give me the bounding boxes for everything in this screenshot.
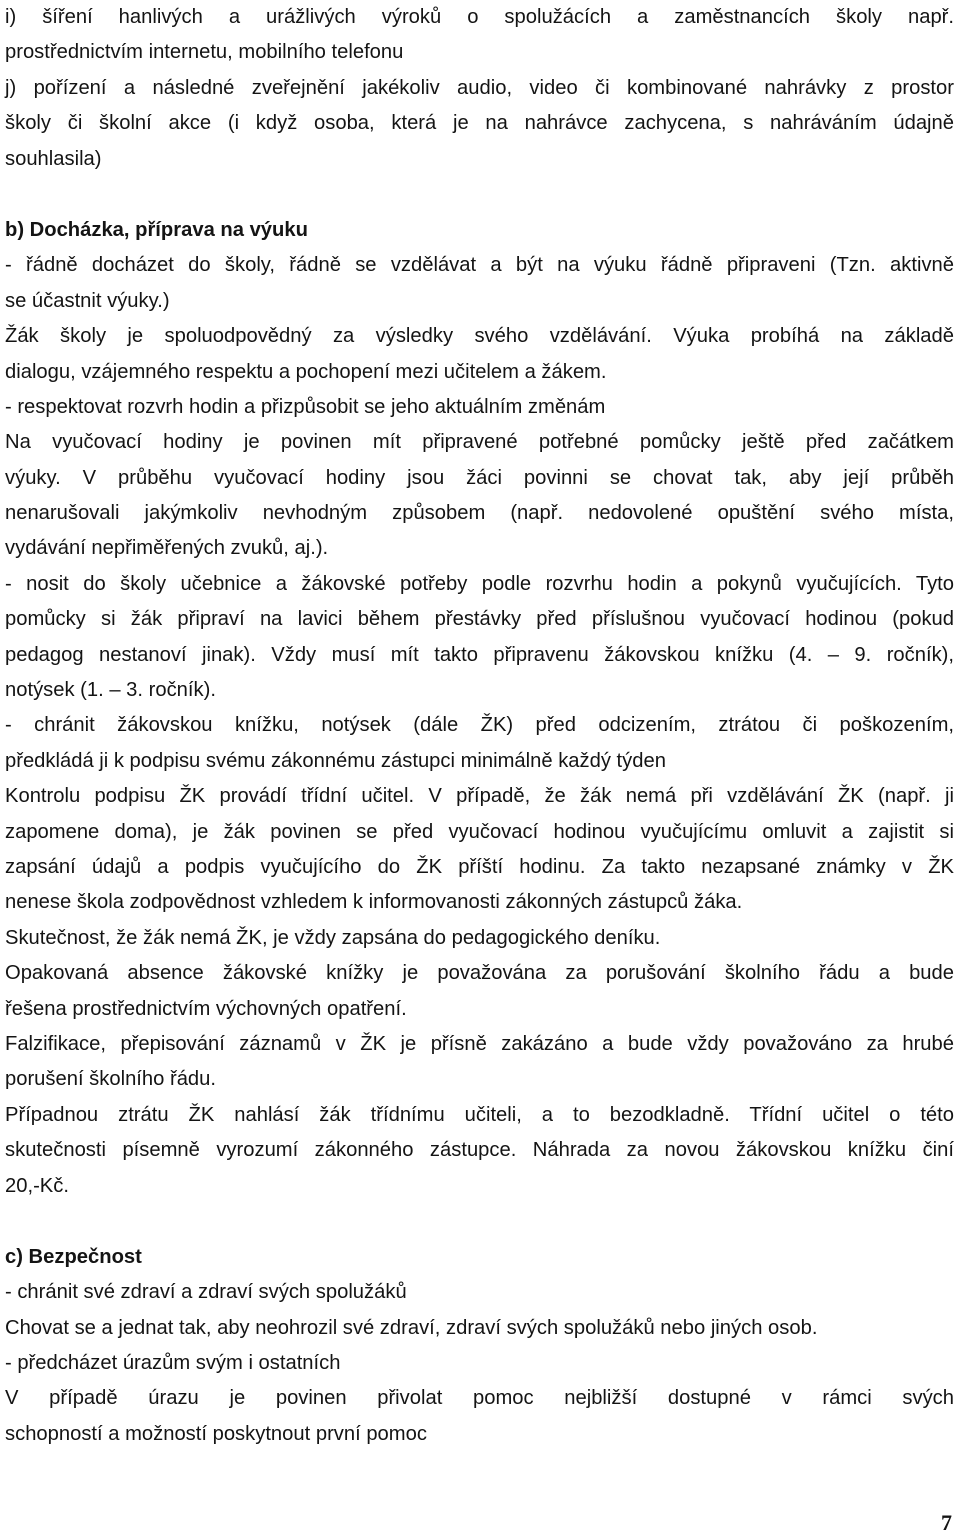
text-line: V případě úrazu je povinen přivolat pomoc nejbližší dostupné v rámci svých (5, 1387, 954, 1410)
text-line: se účastnit výuky.) (5, 289, 170, 312)
text-line: i) šíření hanlivých a urážlivých výroků o spolužácích a zaměstnancích školy např. (5, 6, 954, 28)
text-line: dialogu, vzájemného respektu a pochopení mezi učitelem a žákem. (5, 360, 607, 383)
item-i (5, 0, 954, 71)
text-line: - předcházet úrazům svým i ostatních (5, 1352, 341, 1375)
text-line: Kontrolu podpisu ŽK provádí třídní učitel. V případě, že žák nemá při vzdělávání ŽK (např. ji (5, 785, 954, 808)
text-line: školy či školní akce (i když osoba, která je na nahrávce zachycena, s nahráváním údajně (5, 112, 954, 135)
text-line: Případnou ztrátu ŽK nahlásí žák třídnímu učiteli, a to bezodkladně. Třídní učitel o této (5, 1103, 954, 1126)
text-line: vydávání nepřiměřených zvuků, aj.). (5, 537, 329, 560)
text-line: Na vyučovací hodiny je povinen mít připravené potřebné pomůcky ještě před začátkem (5, 431, 954, 454)
section-heading: b) Docházka, příprava na výuku (5, 218, 308, 241)
text-line: Skutečnost, že žák nemá ŽK, je vždy zapsána do pedagogického deníku. (5, 926, 661, 949)
section-safety (5, 1240, 954, 1452)
text-line: Chovat se a jednat tak, aby neohrozil své zdraví, zdraví svých spolužáků nebo jiných osob. (5, 1316, 818, 1339)
text-line: schopností a možností poskytnout první pomoc (5, 1422, 427, 1445)
text-line: prostřednictvím internetu, mobilního telefonu (5, 41, 404, 64)
section-heading: c) Bezpečnost (5, 1245, 142, 1268)
text-line: 20,-Kč. (5, 1174, 69, 1197)
text-line: porušení školního řádu. (5, 1068, 216, 1091)
text-line: zapomene doma), je žák povinen se před vyučovací hodinou vyučujícímu omluvit a zajistit si (5, 820, 954, 843)
page-number: 7 (941, 1510, 952, 1535)
text-line: j) pořízení a následné zveřejnění jakékoliv audio, video či kombinované nahrávky z prostor (5, 76, 954, 99)
text-line: - řádně docházet do školy, řádně se vzdělávat a být na výuku řádně připraveni (Tzn. aktivně (5, 254, 954, 277)
text-line: nenese škola zodpovědnost vzhledem k informovanosti zákonných zástupců žáka. (5, 891, 743, 914)
section-spacer (5, 177, 954, 213)
text-line: - chránit své zdraví a zdraví svých spolužáků (5, 1281, 407, 1304)
text-line: řešena prostřednictvím výchovných opatření. (5, 997, 407, 1020)
section-spacer (5, 1204, 954, 1240)
text-line: výuky. V průběhu vyučovací hodiny jsou žáci povinni se chovat tak, aby její průběh (5, 466, 954, 489)
item-j (5, 71, 954, 177)
section-attendance (5, 213, 954, 1204)
text-line: notýsek (1. – 3. ročník). (5, 679, 216, 702)
text-line: Žák školy je spoluodpovědný za výsledky svého vzdělávání. Výuka probíhá na základě (5, 325, 954, 348)
text-line: předkládá ji k podpisu svému zákonnému zástupci minimálně každý týden (5, 749, 666, 772)
text-line: Falzifikace, přepisování záznamů v ŽK je přísně zakázáno a bude vždy považováno za hrubé (5, 1032, 954, 1055)
text-line: souhlasila) (5, 147, 102, 170)
text-line: skutečnosti písemně vyrozumí zákonného zástupce. Náhrada za novou žákovskou knížku činí (5, 1139, 954, 1162)
text-line: - respektovat rozvrh hodin a přizpůsobit se jeho aktuálním změnám (5, 395, 606, 418)
text-line: zapsání údajů a podpis vyučujícího do ŽK příští hodinu. Za takto nezapsané známky v ŽK (5, 855, 954, 878)
text-line: - nosit do školy učebnice a žákovské potřeby podle rozvrhu hodin a pokynů vyučujících. Tyto (5, 572, 954, 595)
text-line: Opakovaná absence žákovské knížky je považována za porušování školního řádu a bude (5, 962, 954, 985)
text-line: pedagog nestanoví jinak). Vždy musí mít takto připravenu žákovskou knížku (4. – 9. ročník), (5, 643, 954, 666)
text-line: - chránit žákovskou knížku, notýsek (dále ŽK) před odcizením, ztrátou či poškozením, (5, 714, 954, 737)
text-line: pomůcky si žák připraví na lavici během přestávky před příslušnou vyučovací hodinou (pokud (5, 608, 954, 631)
text-line: nenarušovali jakýmkoliv nevhodným způsobem (např. nedovolené opuštění svého místa, (5, 502, 954, 525)
